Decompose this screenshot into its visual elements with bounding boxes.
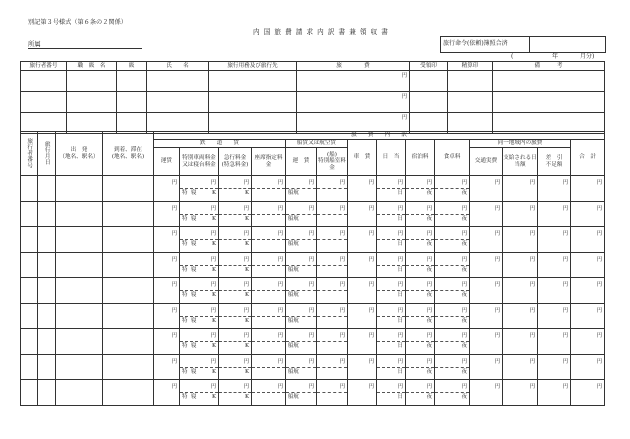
summary-row[interactable]: [21, 92, 605, 113]
meals-ya-label: 夜: [461, 241, 467, 248]
special-shin-label: 寝: [191, 394, 197, 401]
yen-unit: 円: [308, 180, 314, 187]
special-shin-label: 寝: [191, 190, 197, 197]
yen-unit: 円: [339, 384, 345, 391]
summary-h-purpose: 旅行用務及び旅行先: [209, 62, 297, 71]
detail-h-travel-day: 旅行月日: [43, 141, 50, 166]
detail-h-rail: 鉄 道 賃: [154, 140, 286, 148]
yen-unit: 円: [562, 180, 568, 187]
yen-unit: 円: [171, 358, 177, 365]
daily-nichi-label: 日: [397, 292, 403, 299]
yen-unit: 円: [461, 333, 467, 340]
yen-unit: 円: [596, 384, 603, 391]
ship-air-label: 船航: [288, 190, 299, 197]
yen-unit: 円: [171, 180, 177, 187]
yen-unit: 円: [339, 231, 345, 238]
yen-unit: 円: [426, 282, 432, 289]
lodging-ya-label: 夜: [426, 190, 432, 197]
special-shin-label: 寝: [191, 343, 197, 350]
detail-row[interactable]: [21, 252, 605, 278]
express-k-label: K: [244, 368, 249, 375]
special-k-label: K: [211, 190, 216, 197]
daily-nichi-label: 日: [397, 317, 403, 324]
order-check-label: 旅行命令(依頼)簿照合済: [443, 40, 508, 47]
special-toku-label: 特: [182, 394, 188, 401]
yen-unit: 円: [461, 205, 467, 212]
detail-h-ship-air: 船賃又は航空賃: [286, 140, 348, 148]
yen-unit: 円: [596, 282, 603, 289]
yen-unit: 円: [210, 358, 216, 365]
yen-unit: 円: [596, 231, 603, 238]
yen-unit: 円: [368, 256, 374, 263]
meals-ya-label: 夜: [461, 368, 467, 375]
meals-ya-label: 夜: [461, 292, 467, 299]
express-k-label: K: [244, 394, 249, 401]
yen-unit: 円: [401, 114, 407, 121]
yen-unit: 円: [494, 205, 500, 212]
yen-unit: 円: [426, 256, 432, 263]
yen-unit: 円: [562, 358, 568, 365]
yen-unit: 円: [308, 256, 314, 263]
yen-unit: 円: [210, 282, 216, 289]
meals-ya-label: 夜: [461, 317, 467, 324]
lodging-ya-label: 夜: [426, 215, 432, 222]
detail-row[interactable]: [21, 354, 605, 380]
lodging-ya-label: 夜: [426, 394, 432, 401]
order-check-box[interactable]: [440, 36, 606, 53]
detail-row[interactable]: [21, 176, 605, 202]
yen-unit: 円: [529, 231, 535, 238]
yen-unit: 円: [562, 333, 568, 340]
ship-air-label: 船航: [288, 394, 299, 401]
summary-h-grade: 級: [117, 62, 147, 71]
yen-unit: 円: [339, 333, 345, 340]
period-open-paren: (: [511, 53, 514, 60]
summary-h-remarks: 備 考: [493, 62, 605, 71]
special-shin-label: 寝: [191, 317, 197, 324]
special-k-label: K: [211, 394, 216, 401]
yen-unit: 円: [494, 282, 500, 289]
yen-unit: 円: [171, 282, 177, 289]
detail-h-paid-daily: 支給される日当額: [503, 148, 538, 176]
yen-unit: 円: [401, 93, 407, 100]
yen-unit: 円: [426, 180, 432, 187]
yen-unit: 円: [529, 256, 535, 263]
yen-unit: 円: [397, 333, 403, 340]
detail-h-reserved-seat: 座席指定料金: [252, 148, 286, 176]
special-toku-label: 特: [182, 343, 188, 350]
summary-h-rank: 職 級 名: [67, 62, 117, 71]
summary-h-settle: 精算印: [448, 62, 493, 71]
yen-unit: 円: [308, 358, 314, 365]
yen-unit: 円: [368, 358, 374, 365]
express-k-label: K: [244, 241, 249, 248]
yen-unit: 円: [368, 180, 374, 187]
express-k-label: K: [244, 343, 249, 350]
yen-unit: 円: [596, 205, 603, 212]
special-shin-label: 寝: [191, 241, 197, 248]
detail-h-car-fare: 車 賃: [348, 140, 377, 176]
ship-air-label: 船航: [288, 317, 299, 324]
affiliation-label: 所属: [28, 40, 41, 48]
yen-unit: 円: [494, 384, 500, 391]
yen-unit: 円: [277, 205, 283, 212]
yen-unit: 円: [562, 384, 568, 391]
special-shin-label: 寝: [191, 266, 197, 273]
yen-unit: 円: [308, 205, 314, 212]
daily-nichi-label: 日: [397, 368, 403, 375]
lodging-ya-label: 夜: [426, 266, 432, 273]
yen-unit: 円: [596, 307, 603, 314]
detail-h-special-cabin: (船) 特別船室料金: [317, 148, 348, 176]
yen-unit: 円: [461, 384, 467, 391]
special-toku-label: 特: [182, 368, 188, 375]
yen-unit: 円: [277, 333, 283, 340]
yen-unit: 円: [171, 307, 177, 314]
yen-unit: 円: [339, 282, 345, 289]
yen-unit: 円: [171, 231, 177, 238]
yen-unit: 円: [210, 180, 216, 187]
daily-nichi-label: 日: [397, 266, 403, 273]
meals-ya-label: 夜: [461, 343, 467, 350]
daily-nichi-label: 日: [397, 394, 403, 401]
period-year: 年: [552, 53, 559, 60]
yen-unit: 円: [277, 282, 283, 289]
special-k-label: K: [211, 241, 216, 248]
special-shin-label: 寝: [191, 368, 197, 375]
yen-unit: 円: [596, 180, 603, 187]
yen-unit: 円: [308, 384, 314, 391]
detail-row[interactable]: [21, 201, 605, 227]
yen-unit: 円: [368, 307, 374, 314]
special-toku-label: 特: [182, 215, 188, 222]
yen-unit: 円: [529, 384, 535, 391]
yen-unit: 円: [308, 333, 314, 340]
yen-unit: 円: [529, 333, 535, 340]
detail-row[interactable]: [21, 278, 605, 304]
express-k-label: K: [244, 266, 249, 273]
yen-unit: 円: [243, 358, 249, 365]
form-id: 別記第３号様式（第６条の２関係）: [28, 19, 127, 26]
express-k-label: K: [244, 215, 249, 222]
detail-h-traveler-no: 旅行者番号: [26, 138, 33, 169]
detail-h-depart: 出 発 （地名、駅名）: [56, 132, 103, 176]
yen-unit: 円: [596, 358, 603, 365]
yen-unit: 円: [243, 282, 249, 289]
yen-unit: 円: [461, 231, 467, 238]
daily-nichi-label: 日: [397, 190, 403, 197]
yen-unit: 円: [243, 205, 249, 212]
lodging-ya-label: 夜: [426, 368, 432, 375]
yen-unit: 円: [461, 256, 467, 263]
yen-unit: 円: [368, 384, 374, 391]
daily-nichi-label: 日: [397, 343, 403, 350]
yen-unit: 円: [494, 358, 500, 365]
yen-unit: 円: [210, 333, 216, 340]
yen-unit: 円: [277, 358, 283, 365]
yen-unit: 円: [243, 256, 249, 263]
detail-h-deficit: 差 引 不足額: [538, 148, 571, 176]
summary-h-name: 氏 名: [147, 62, 209, 71]
yen-unit: 円: [210, 231, 216, 238]
special-k-label: K: [211, 266, 216, 273]
yen-unit: 円: [171, 205, 177, 212]
lodging-ya-label: 夜: [426, 292, 432, 299]
express-k-label: K: [244, 190, 249, 197]
yen-unit: 円: [210, 384, 216, 391]
detail-row[interactable]: [21, 227, 605, 253]
special-k-label: K: [211, 292, 216, 299]
yen-unit: 円: [397, 231, 403, 238]
ship-air-label: 船航: [288, 266, 299, 273]
yen-unit: 円: [426, 307, 432, 314]
yen-unit: 円: [494, 231, 500, 238]
detail-row[interactable]: [21, 380, 605, 406]
yen-unit: 円: [243, 307, 249, 314]
ship-air-label: 船航: [288, 292, 299, 299]
yen-unit: 円: [339, 307, 345, 314]
yen-unit: 円: [401, 72, 407, 79]
summary-h-receipt: 受領印: [410, 62, 448, 71]
meals-ya-label: 夜: [461, 190, 467, 197]
yen-unit: 円: [308, 282, 314, 289]
special-toku-label: 特: [182, 266, 188, 273]
ship-air-label: 船航: [288, 343, 299, 350]
yen-unit: 円: [171, 333, 177, 340]
summary-header-row: [21, 62, 605, 71]
ship-air-label: 船航: [288, 241, 299, 248]
yen-unit: 円: [596, 256, 603, 263]
yen-unit: 円: [529, 307, 535, 314]
detail-h-express: 急行料金 (特急料金): [219, 148, 252, 176]
special-toku-label: 特: [182, 317, 188, 324]
yen-unit: 円: [308, 231, 314, 238]
detail-h-rail-fare: 運賃: [154, 148, 180, 176]
detail-row[interactable]: [21, 303, 605, 329]
yen-unit: 円: [461, 180, 467, 187]
yen-unit: 円: [368, 231, 374, 238]
affiliation-underline: [28, 48, 142, 49]
meals-ya-label: 夜: [461, 266, 467, 273]
lodging-ya-label: 夜: [426, 317, 432, 324]
yen-unit: 円: [426, 333, 432, 340]
special-k-label: K: [211, 368, 216, 375]
yen-unit: 円: [243, 384, 249, 391]
yen-unit: 円: [494, 256, 500, 263]
yen-unit: 円: [529, 282, 535, 289]
yen-unit: 円: [368, 333, 374, 340]
detail-h-transport-actual: 交通実費: [470, 148, 503, 176]
special-k-label: K: [211, 343, 216, 350]
daily-nichi-label: 日: [397, 215, 403, 222]
detail-h-meals: 食卓料: [435, 140, 470, 176]
yen-unit: 円: [171, 384, 177, 391]
ship-air-label: 船航: [288, 215, 299, 222]
yen-unit: 円: [339, 256, 345, 263]
special-shin-label: 寝: [191, 292, 197, 299]
yen-unit: 円: [210, 307, 216, 314]
yen-unit: 円: [277, 231, 283, 238]
detail-h-lodging: 宿泊料: [406, 140, 435, 176]
yen-unit: 円: [243, 180, 249, 187]
yen-unit: 円: [397, 358, 403, 365]
page-title: 内 国 旅 費 請 求 内 訳 書 兼 領 収 書: [253, 28, 389, 36]
lodging-ya-label: 夜: [426, 241, 432, 248]
yen-unit: 円: [596, 333, 603, 340]
yen-unit: 円: [339, 358, 345, 365]
yen-unit: 円: [397, 180, 403, 187]
special-k-label: K: [211, 215, 216, 222]
yen-unit: 円: [529, 180, 535, 187]
yen-unit: 円: [426, 231, 432, 238]
special-toku-label: 特: [182, 292, 188, 299]
yen-unit: 円: [210, 205, 216, 212]
special-shin-label: 寝: [191, 215, 197, 222]
yen-unit: 円: [562, 256, 568, 263]
yen-unit: 円: [494, 307, 500, 314]
yen-unit: 円: [562, 307, 568, 314]
summary-h-expense: 旅 費: [297, 62, 410, 71]
yen-unit: 円: [461, 358, 467, 365]
detail-h-arrive: 到着、滞在 (地名、駅名): [103, 132, 154, 176]
yen-unit: 円: [397, 384, 403, 391]
daily-nichi-label: 日: [397, 241, 403, 248]
yen-unit: 円: [426, 205, 432, 212]
detail-h-special-car: 特別車両料金又は寝台料金: [180, 148, 219, 176]
yen-unit: 円: [562, 282, 568, 289]
yen-unit: 円: [426, 384, 432, 391]
yen-unit: 円: [339, 205, 345, 212]
ship-air-label: 船航: [288, 368, 299, 375]
summary-row[interactable]: [21, 71, 605, 92]
detail-h-total: 合 計: [571, 140, 605, 176]
yen-unit: 円: [494, 180, 500, 187]
yen-unit: 円: [339, 180, 345, 187]
express-k-label: K: [244, 292, 249, 299]
yen-unit: 円: [277, 256, 283, 263]
period-month: 月分): [580, 53, 595, 60]
order-check-divider: [529, 37, 530, 52]
yen-unit: 円: [397, 205, 403, 212]
special-toku-label: 特: [182, 190, 188, 197]
detail-table: [20, 131, 605, 406]
yen-unit: 円: [562, 205, 568, 212]
yen-unit: 円: [308, 307, 314, 314]
special-k-label: K: [211, 317, 216, 324]
yen-unit: 円: [397, 282, 403, 289]
yen-unit: 円: [562, 231, 568, 238]
yen-unit: 円: [210, 256, 216, 263]
yen-unit: 円: [171, 256, 177, 263]
yen-unit: 円: [529, 358, 535, 365]
yen-unit: 円: [426, 358, 432, 365]
detail-h-daily: 日 当: [377, 140, 406, 176]
detail-row[interactable]: [21, 329, 605, 355]
detail-h-ship-fare: 運 賃: [286, 148, 317, 176]
meals-ya-label: 夜: [461, 394, 467, 401]
yen-unit: 円: [277, 307, 283, 314]
yen-unit: 円: [494, 333, 500, 340]
yen-unit: 円: [368, 282, 374, 289]
summary-table: [20, 61, 605, 134]
meals-ya-label: 夜: [461, 215, 467, 222]
yen-unit: 円: [368, 205, 374, 212]
yen-unit: 円: [461, 307, 467, 314]
yen-unit: 円: [243, 333, 249, 340]
yen-unit: 円: [397, 256, 403, 263]
yen-unit: 円: [277, 384, 283, 391]
detail-h-breakdown: 旅 費 内 訳: [154, 132, 605, 140]
detail-h-same-area: 同一地域内の旅費: [470, 140, 571, 148]
yen-unit: 円: [397, 307, 403, 314]
yen-unit: 円: [529, 205, 535, 212]
lodging-ya-label: 夜: [426, 343, 432, 350]
yen-unit: 円: [461, 282, 467, 289]
yen-unit: 円: [277, 180, 283, 187]
express-k-label: K: [244, 317, 249, 324]
yen-unit: 円: [243, 231, 249, 238]
special-toku-label: 特: [182, 241, 188, 248]
summary-h-traveler-no: 旅行者番号: [21, 62, 67, 71]
